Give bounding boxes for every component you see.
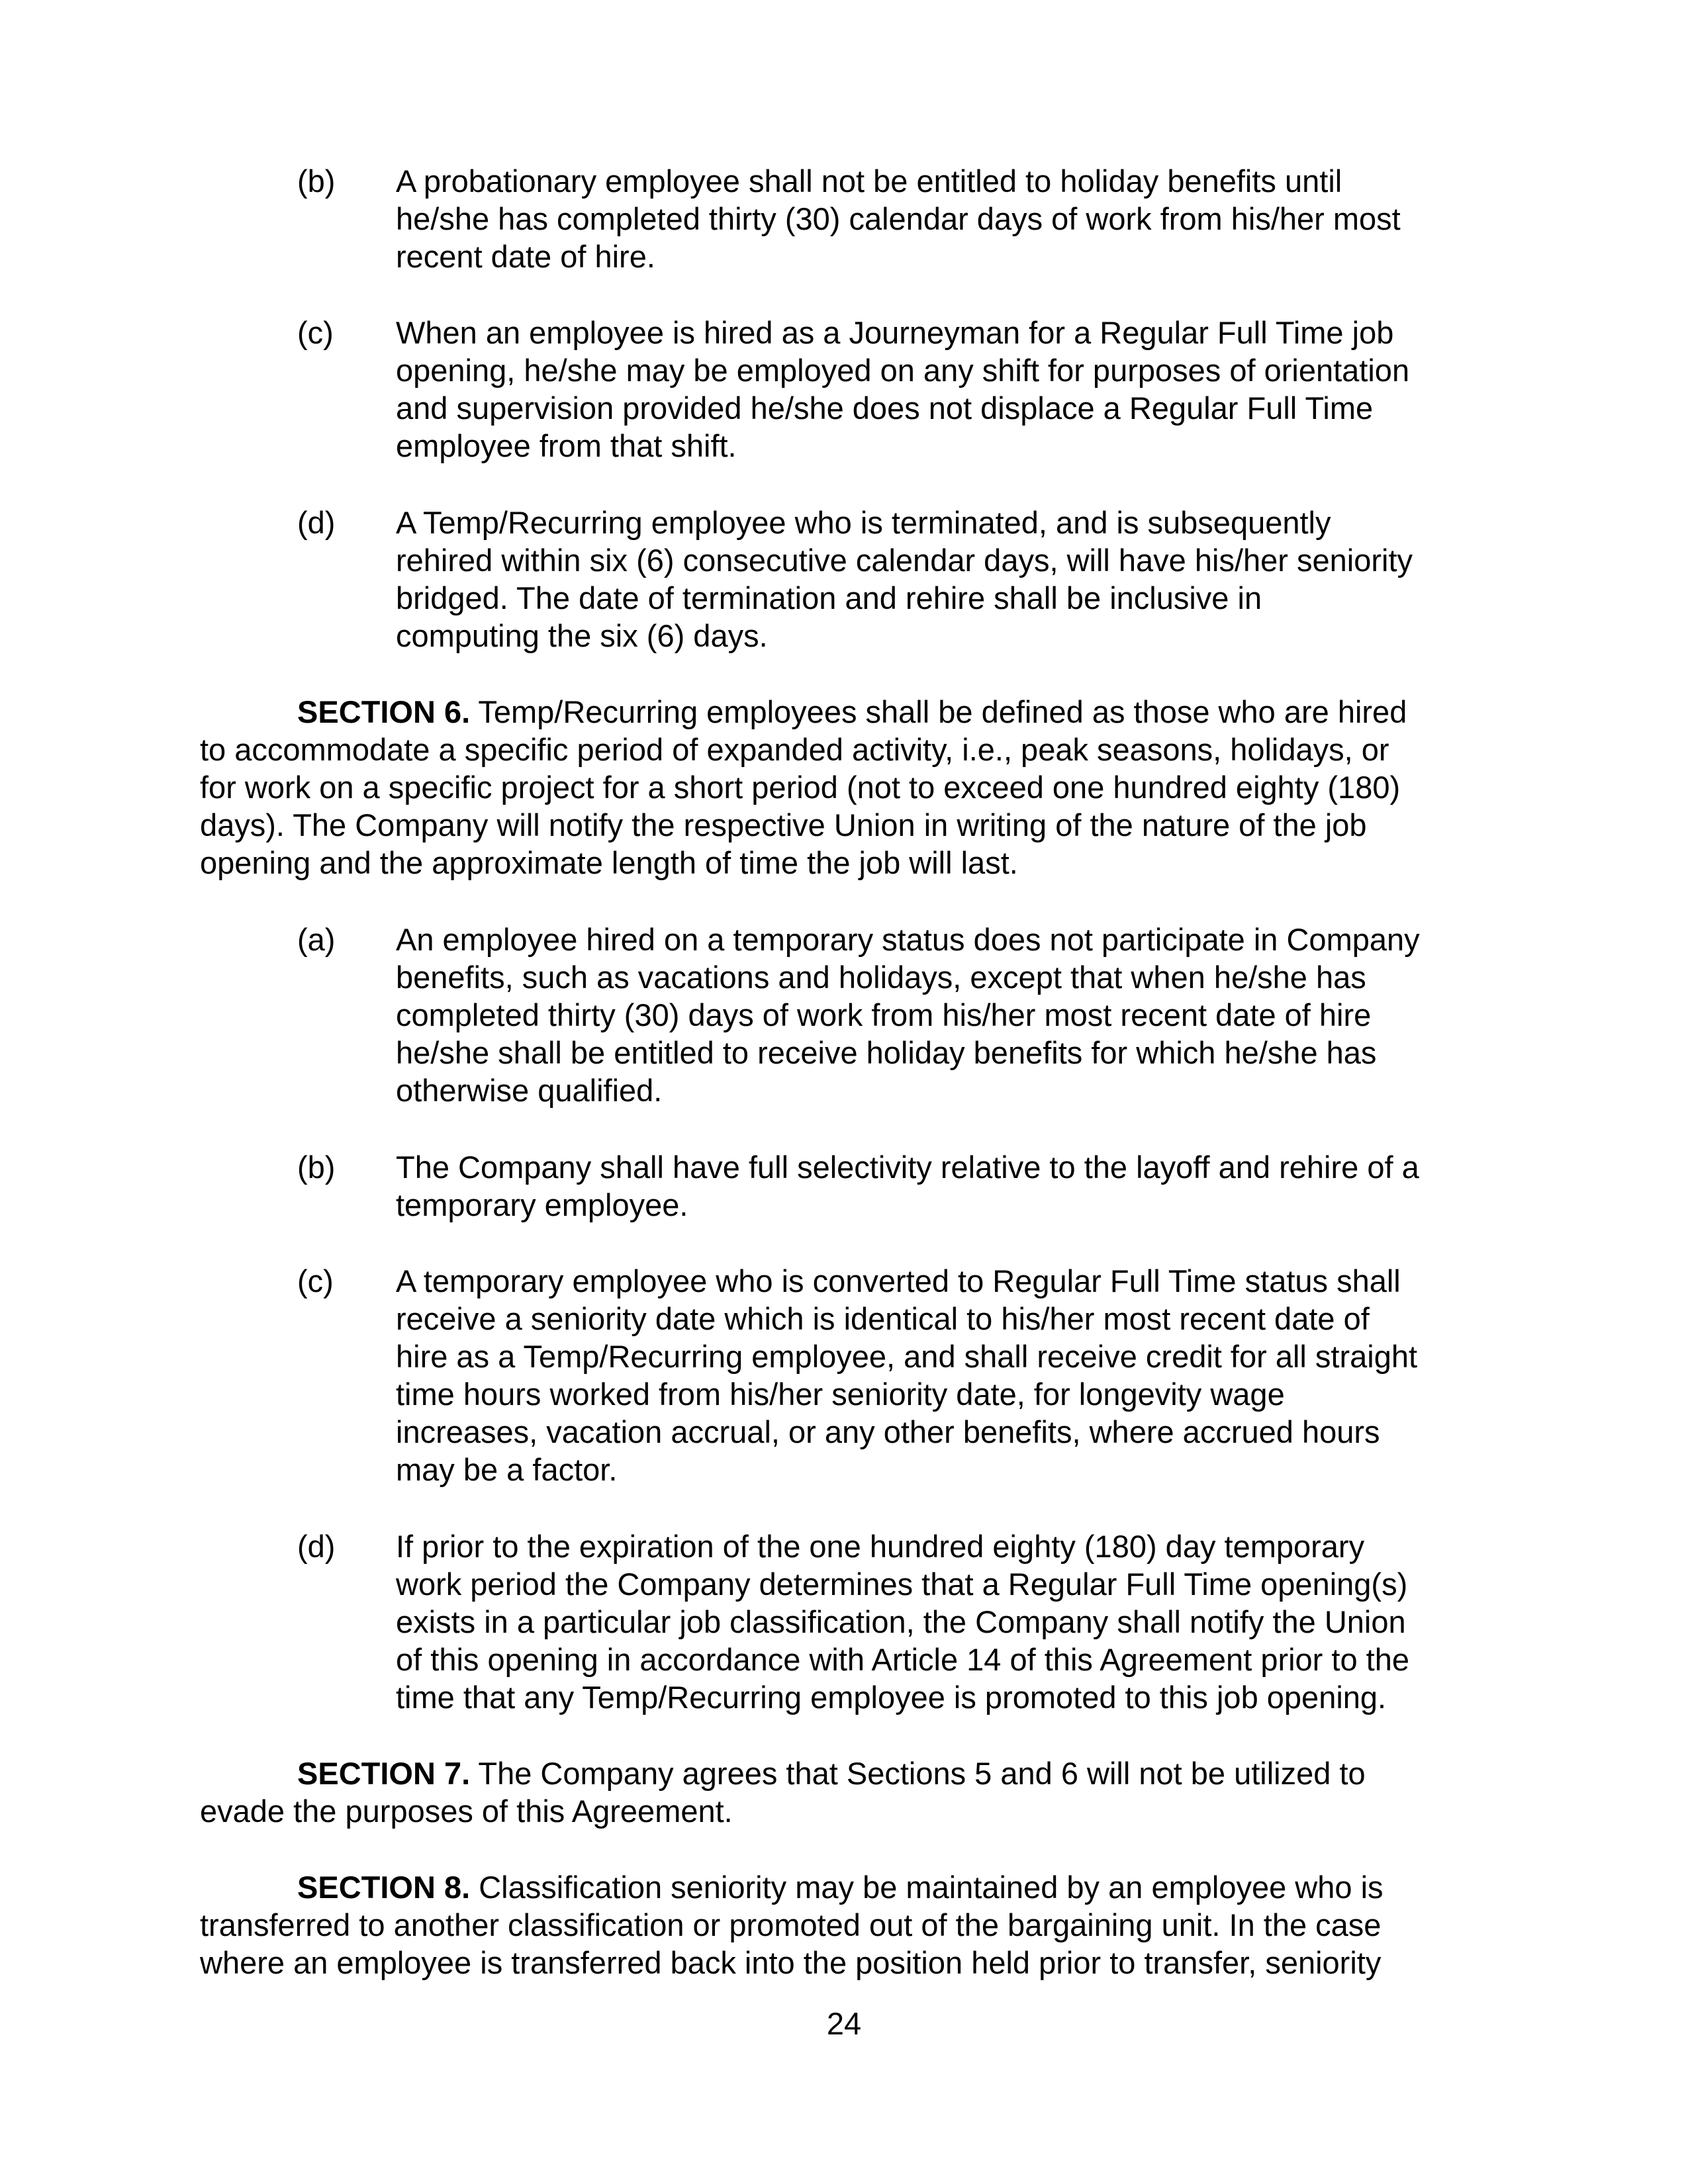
section-heading: SECTION 6.: [297, 694, 471, 729]
item-text: [396, 1148, 1489, 1224]
text-line: benefits, such as vacations and holidays, except that when he/she has: [396, 960, 1366, 995]
text-line: increases, vacation accrual, or any other benefits, where accrued hours: [396, 1414, 1380, 1449]
text-line: SECTION 6. Temp/Recurring employees shall be defined as those who are hired: [297, 694, 1407, 729]
text-line: temporary employee.: [396, 1187, 688, 1222]
text-line: and supervision provided he/she does not displace a Regular Full Time: [396, 390, 1374, 426]
item-text: [396, 504, 1489, 655]
text-line: work period the Company determines that a Regular Full Time opening(s): [396, 1567, 1408, 1602]
text-line: completed thirty (30) days of work from his/her most recent date of hire: [396, 997, 1372, 1032]
text-line: employee from that shift.: [396, 428, 737, 463]
text-line: A temporary employee who is converted to Regular Full Time status shall: [396, 1263, 1401, 1298]
text-line: otherwise qualified.: [396, 1073, 663, 1108]
text-line: evade the purposes of this Agreement.: [200, 1794, 733, 1829]
text-line: days). The Company will notify the respective Union in writing of the nature of the job: [200, 807, 1367, 842]
section-8-paragraph: [200, 1868, 1491, 1981]
text-line: When an employee is hired as a Journeyman for a Regular Full Time job: [396, 315, 1394, 350]
text-line: opening and the approximate length of time the job will last.: [200, 845, 1018, 880]
text-line: opening, he/she may be employed on any shift for purposes of orientation: [396, 353, 1410, 388]
text-line: time that any Temp/Recurring employee is promoted to this job opening.: [396, 1680, 1387, 1715]
text-line: exists in a particular job classification, the Company shall notify the Union: [396, 1604, 1406, 1639]
item-label: (d): [297, 505, 336, 540]
text-line: A probationary employee shall not be entitled to holiday benefits until: [396, 163, 1342, 199]
text-line: An employee hired on a temporary status does not participate in Company: [396, 922, 1420, 957]
text-line: where an employee is transferred back into the position held prior to transfer, seniority: [200, 1945, 1382, 1980]
text-line: A Temp/Recurring employee who is terminated, and is subsequently: [396, 505, 1331, 540]
text-line: may be a factor.: [396, 1452, 618, 1487]
item-label: (c): [297, 1263, 334, 1298]
text-line: he/she has completed thirty (30) calendar days of work from his/her most: [396, 201, 1401, 236]
section-heading: SECTION 7.: [297, 1756, 471, 1791]
item-text: [396, 162, 1489, 275]
text-line: he/she shall be entitled to receive holiday benefits for which he/she has: [396, 1035, 1377, 1070]
item-label: (a): [297, 922, 336, 957]
text-line: transferred to another classification or promoted out of the bargaining unit. In the case: [200, 1907, 1382, 1942]
item-label: (d): [297, 1529, 336, 1564]
text-line: The Company shall have full selectivity relative to the layoff and rehire of a: [396, 1150, 1419, 1185]
text-line: bridged. The date of termination and rehire shall be inclusive in: [396, 580, 1262, 615]
item-label: (c): [297, 315, 334, 350]
text-line: rehired within six (6) consecutive calendar days, will have his/her seniority: [396, 543, 1413, 578]
page-number: 24: [826, 2006, 862, 2041]
text-line: SECTION 8. Classification seniority may be maintained by an employee who is: [297, 1870, 1383, 1905]
text-line: If prior to the expiration of the one hundred eighty (180) day temporary: [396, 1529, 1365, 1564]
text-line: recent date of hire.: [396, 239, 655, 274]
item-label: (b): [297, 163, 336, 199]
text-line: time hours worked from his/her seniority date, for longevity wage: [396, 1377, 1285, 1412]
text-line: SECTION 7. The Company agrees that Sections 5 and 6 will not be utilized to: [297, 1756, 1366, 1791]
item-text: [396, 921, 1489, 1109]
text-line: of this opening in accordance with Article 14 of this Agreement prior to the: [396, 1642, 1409, 1677]
section-7-paragraph: [200, 1754, 1491, 1830]
item-text: [396, 1527, 1489, 1716]
text-line: for work on a specific project for a short period (not to exceed one hundred eighty (180): [200, 770, 1401, 805]
text-line: hire as a Temp/Recurring employee, and shall receive credit for all straight: [396, 1339, 1418, 1374]
section-6-paragraph: [200, 693, 1491, 882]
text-line: computing the six (6) days.: [396, 618, 768, 653]
section-heading: SECTION 8.: [297, 1870, 471, 1905]
item-text: [396, 314, 1489, 465]
item-text: [396, 1262, 1489, 1488]
text-line: to accommodate a specific period of expanded activity, i.e., peak seasons, holidays, or: [200, 732, 1389, 767]
text-line: receive a seniority date which is identical to his/her most recent date of: [396, 1301, 1370, 1336]
item-label: (b): [297, 1150, 336, 1185]
